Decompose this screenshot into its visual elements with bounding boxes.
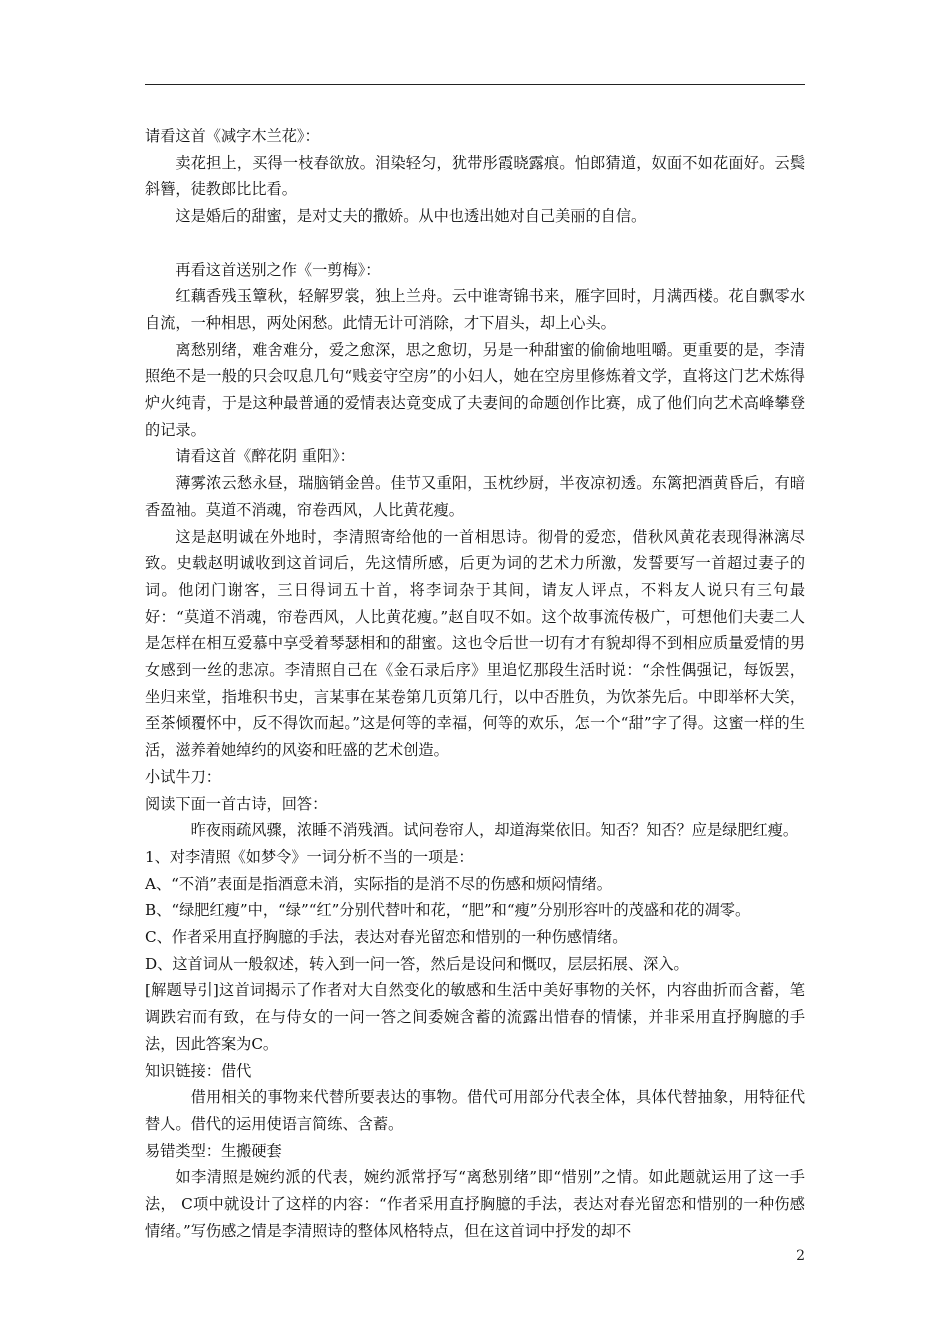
paragraph-intro-jianzi: 请看这首《减字木兰花》：	[145, 127, 320, 145]
body-text	[145, 123, 805, 1245]
heading-knowledge-link: 知识链接：借代	[145, 1061, 252, 1080]
paragraph-jiedai-definition: 借用相关的事物来代替所要表达的事物。借代可用部分代表全体，具体代替抽象，用特征代替人。借代的运用使语言简练、含蓄。	[145, 1088, 805, 1133]
header-rule	[145, 84, 805, 85]
paragraph-comment-yijianmei: 离愁别绪，难舍难分，爱之愈深，思之愈切，另是一种甜蜜的偷偷地咀嚼。更重要的是，李清照绝不是一般的只会叹息几句“贱妾守空房”的小妇人，她在空房里修炼着文学，直将这门艺术炼得炉火纯青，于是这种最普通的爱情表达竟变成了夫妻间的命题创作比赛，成了他们向艺术高峰攀登的记录。	[145, 340, 805, 439]
heading-error-type: 易错类型：生搬硬套	[145, 1141, 282, 1160]
paragraph-comment-jianzi: 这是婚后的甜蜜，是对丈夫的撒娇。从中也透出她对自己美丽的自信。	[175, 207, 647, 226]
paragraph-intro-yijianmei: 再看这首送别之作《一剪梅》：	[175, 260, 381, 279]
option-c: C、作者采用直抒胸臆的手法，表达对春光留恋和惜别的一种伤感情绪。	[145, 928, 628, 947]
answer-guide: [解题导引]这首词揭示了作者对大自然变化的敏感和生活中美好事物的关怀，内容曲折而含蓄，笔调跌宕而有致，在与侍女的一问一答之间委婉含蓄的流露出惜春的情愫，并非采用直抒胸臆的手法，因此答案为C。	[145, 981, 805, 1053]
heading-xiaoshiniudao: 小试牛刀：	[145, 767, 221, 786]
question-1: 1、对李清照《如梦令》一词分析不当的一项是：	[145, 847, 474, 866]
instruction-read: 阅读下面一首古诗，回答：	[145, 794, 328, 813]
option-d: D、这首词从一般叙述，转入到一问一答，然后是设问和慨叹，层层拓展、深入。	[145, 954, 689, 973]
poem-rumengling: 昨夜雨疏风骤，浓睡不消残酒。试问卷帘人，却道海棠依旧。知否？知否？应是绿肥红瘦。	[190, 821, 799, 840]
option-a: A、“不消”表面是指酒意未消，实际指的是消不尽的伤感和烦闷情绪。	[145, 874, 612, 893]
paragraph-comment-zuihuayin: 这是赵明诚在外地时，李清照寄给他的一首相思诗。彻骨的爱恋，借秋风黄花表现得淋漓尽致。史载赵明诚收到这首词后，先这情所感，后更为词的艺术力所激，发誓要写一首超过妻子的词。他闭门谢客，三日得词五十首，将李词杂于其间，请友人评点，不料友人说只有三句最好：“莫道不消魂，帘卷西风，人比黄花瘦。”赵自叹不如。这个故事流传极广，可想他们夫妻二人是怎样在相互爱慕中享受着琴瑟相和的甜蜜。这也令后世一切有才有貌却得不到相应质量爱情的男女感到一丝的悲凉。李清照自己在《金石录后序》里追忆那段生活时说：“余性偶强记，每饭罢，坐归来堂，指堆积书史，言某事在某卷第几页第几行，以中否胜负，为饮茶先后。中即举杯大笑，至茶倾覆怀中，反不得饮而起。”这是何等的幸福，何等的欢乐，怎一个“甜”字了得。这蜜一样的生活，滋养着她绰约的风姿和旺盛的艺术创造。	[145, 527, 805, 760]
option-b: B、“绿肥红瘦”中，“绿”“红”分别代替叶和花，“肥”和“瘦”分别形容叶的茂盛和花的凋零。	[145, 901, 751, 920]
page-number: 2	[796, 1248, 805, 1264]
poem-yijianmei: 红藕香残玉簟秋，轻解罗裳，独上兰舟。云中谁寄锦书来，雁字回时，月满西楼。花自飘零水自流，一种相思，两处闲愁。此情无计可消除，才下眉头，却上心头。	[145, 287, 805, 332]
paragraph-intro-zuihuayin: 请看这首《醉花阴 重阳》：	[175, 447, 355, 466]
paragraph-error-explanation: 如李清照是婉约派的代表，婉约派常抒写“离愁别绪”即“惜别”之情。如此题就运用了这一手法， C项中就设计了这样的内容：“作者采用直抒胸臆的手法，表达对春光留恋和惜别的一种伤感情绪。”写伤感之情是李清照诗的整体风格特点，但在这首词中抒发的却不	[145, 1168, 805, 1240]
poem-jianzi-mulanhua: 卖花担上，买得一枝春欲放。泪染轻匀，犹带彤霞晓露痕。怕郎猜道，奴面不如花面好。云鬓斜簪，徒教郎比比看。	[145, 153, 805, 199]
blank-line	[145, 230, 805, 257]
poem-zuihuayin: 薄雾浓云愁永昼，瑞脑销金兽。佳节又重阳，玉枕纱厨，半夜凉初透。东篱把酒黄昏后，有暗香盈袖。莫道不消魂，帘卷西风，人比黄花瘦。	[145, 474, 805, 519]
